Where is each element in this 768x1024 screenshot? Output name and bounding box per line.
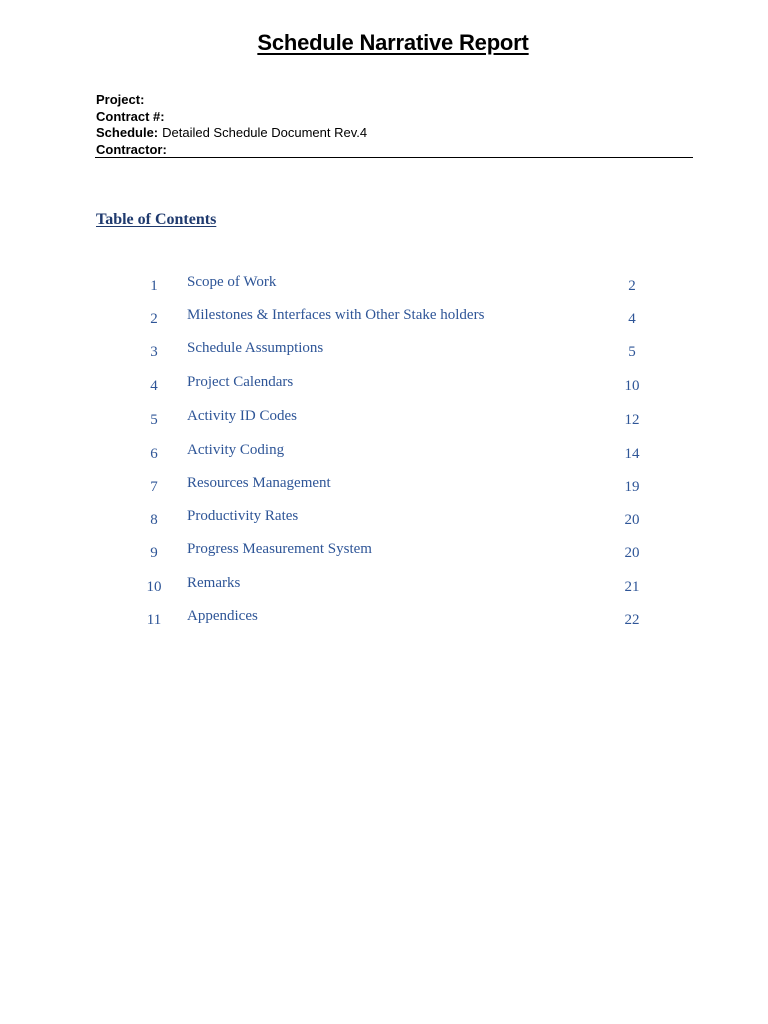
toc-entry-number: 11 xyxy=(146,612,162,628)
toc-entry-title[interactable]: Progress Measurement System xyxy=(187,541,372,557)
toc-entry[interactable] xyxy=(0,508,768,532)
toc-entry[interactable] xyxy=(0,608,768,632)
meta-schedule-label: Schedule: xyxy=(96,125,159,140)
toc-entry-number: 9 xyxy=(150,545,158,561)
toc-entry-number: 1 xyxy=(150,278,158,294)
toc-entry-page: 20 xyxy=(624,512,640,528)
toc-entry-title[interactable]: Productivity Rates xyxy=(187,508,299,524)
toc-entry-number: 2 xyxy=(150,311,158,327)
toc-entry-page: 21 xyxy=(624,579,640,595)
toc-entry-number: 3 xyxy=(150,344,158,360)
meta-schedule-value: Detailed Schedule Document Rev.4 xyxy=(162,125,368,140)
meta-contractor-label: Contractor: xyxy=(96,141,167,157)
meta-contract-label: Contract #: xyxy=(96,108,165,124)
toc-entry-page: 2 xyxy=(628,278,636,294)
toc-entry-title[interactable]: Resources Management xyxy=(187,475,331,491)
document-title: Schedule Narrative Report xyxy=(257,30,529,55)
toc-entry[interactable] xyxy=(0,442,768,466)
toc-entry-number: 10 xyxy=(146,579,162,595)
toc-entry-title[interactable]: Activity ID Codes xyxy=(187,408,297,424)
toc-entry[interactable] xyxy=(0,541,768,565)
toc-entry-number: 4 xyxy=(150,378,158,394)
toc-entry-page: 20 xyxy=(624,545,640,561)
toc-entry-number: 6 xyxy=(150,446,158,462)
toc-entry-page: 5 xyxy=(628,344,636,360)
toc-entry-title[interactable]: Scope of Work xyxy=(187,274,277,290)
toc-entry-page: 14 xyxy=(624,446,640,462)
toc-entry[interactable] xyxy=(0,408,768,432)
toc-entry-number: 5 xyxy=(150,412,158,428)
toc-entry-number: 8 xyxy=(150,512,158,528)
toc-entry-number: 7 xyxy=(150,479,158,495)
toc-entry[interactable] xyxy=(0,475,768,499)
toc-entry-title[interactable]: Activity Coding xyxy=(187,442,285,458)
toc-entry[interactable] xyxy=(0,307,768,331)
toc-entry-title[interactable]: Appendices xyxy=(187,608,258,624)
toc-entry-title[interactable]: Remarks xyxy=(187,575,241,591)
toc-heading[interactable]: Table of Contents xyxy=(96,211,217,228)
toc-entry-page: 10 xyxy=(624,378,640,394)
toc-entry[interactable] xyxy=(0,340,768,364)
toc-entry-page: 12 xyxy=(624,412,640,428)
toc-entry-page: 4 xyxy=(628,311,636,327)
toc-entry-title[interactable]: Schedule Assumptions xyxy=(187,340,324,356)
toc-entry-title[interactable]: Milestones & Interfaces with Other Stake holders xyxy=(187,307,485,323)
toc-entry[interactable] xyxy=(0,374,768,398)
toc-entry-page: 22 xyxy=(624,612,640,628)
toc-entry[interactable] xyxy=(0,575,768,599)
meta-project-label: Project: xyxy=(96,92,145,107)
toc-entry-title[interactable]: Project Calendars xyxy=(187,374,294,390)
toc-entry[interactable] xyxy=(0,274,768,298)
toc-entry-page: 19 xyxy=(624,479,640,495)
